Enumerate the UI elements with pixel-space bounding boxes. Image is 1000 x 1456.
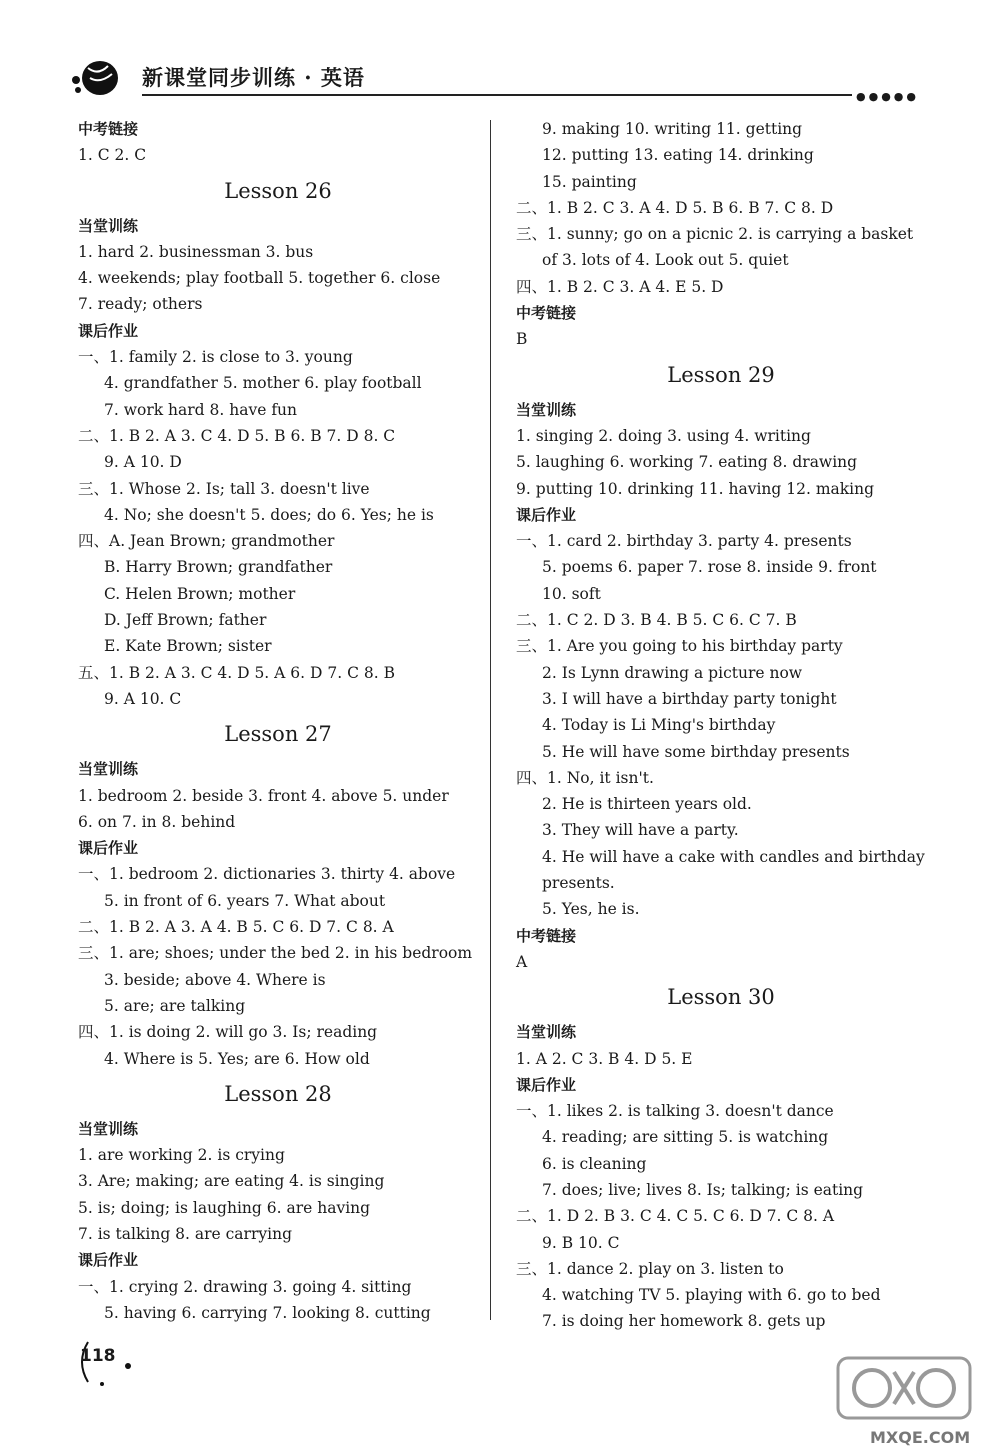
answer-line: 5. having 6. carrying 7. looking 8. cutting [104, 1303, 431, 1322]
answer-line: 4. grandfather 5. mother 6. play football [104, 374, 422, 393]
section-heading: 当堂训练 [516, 400, 577, 419]
lesson-title: Lesson 26 [224, 178, 332, 203]
answer-line: 7. does; live; lives 8. Is; talking; is eating [542, 1180, 864, 1199]
answer-line: 7. is talking 8. are carrying [78, 1224, 292, 1243]
answer-line: 四、A. Jean Brown; grandmother [78, 532, 335, 551]
section-heading: 中考链接 [516, 304, 577, 323]
answer-line: 9. putting 10. drinking 11. having 12. making [516, 479, 875, 498]
book-title: 新课堂同步训练 · 英语 [142, 65, 365, 90]
section-heading: 当堂训练 [78, 760, 139, 779]
answer-line: 1. bedroom 2. beside 3. front 4. above 5. under [78, 786, 449, 805]
answer-line: 4. watching TV 5. playing with 6. go to bed [542, 1286, 881, 1305]
answer-line: 三、1. Are you going to his birthday party [516, 637, 843, 656]
header-dots: ●●●●● [856, 90, 919, 103]
answer-line: 二、1. C 2. D 3. B 4. B 5. C 6. C 7. B [516, 611, 797, 630]
answer-line: 一、1. bedroom 2. dictionaries 3. thirty 4. above [78, 865, 456, 884]
answer-line: 2. Is Lynn drawing a picture now [542, 663, 803, 682]
answer-line: 一、1. family 2. is close to 3. young [78, 348, 353, 367]
answer-line: C. Helen Brown; mother [104, 584, 296, 603]
answer-line: 3. beside; above 4. Where is [104, 970, 326, 989]
column-divider [490, 120, 491, 1320]
answer-line: 5. He will have some birthday presents [542, 742, 850, 761]
answer-line: 10. soft [542, 584, 601, 603]
answer-line: D. Jeff Brown; father [104, 611, 267, 630]
answer-line: 7. work hard 8. have fun [104, 400, 298, 419]
section-heading: 课后作业 [78, 1251, 139, 1270]
answer-line: 7. is doing her homework 8. gets up [542, 1312, 826, 1331]
section-heading: 课后作业 [516, 1075, 577, 1094]
answer-line: 4. He will have a cake with candles and birthday [542, 847, 925, 866]
answer-line: 4. weekends; play football 5. together 6. close [78, 269, 441, 288]
answer-line: presents. [542, 874, 615, 893]
answer-line: 二、1. B 2. C 3. A 4. D 5. B 6. B 7. C 8. D [516, 198, 834, 217]
answer-line: 四、1. No, it isn't. [516, 768, 654, 787]
watermark-text: MXQE.COM [870, 1428, 971, 1447]
answer-line: 二、1. D 2. B 3. C 4. C 5. C 6. D 7. C 8. A [516, 1207, 835, 1226]
answer-line: 4. reading; are sitting 5. is watching [542, 1128, 829, 1147]
answer-column-right [516, 116, 926, 1335]
answer-line: 9. B 10. C [542, 1233, 620, 1252]
answer-line: 一、1. crying 2. drawing 3. going 4. sitting [78, 1277, 412, 1296]
answer-line: 5. Yes, he is. [542, 900, 640, 919]
answer-line: 二、1. B 2. A 3. C 4. D 5. B 6. B 7. D 8. C [78, 426, 396, 445]
answer-line: 9. A 10. C [104, 689, 182, 708]
answer-line: 3. I will have a birthday party tonight [542, 689, 837, 708]
answer-line: 三、1. dance 2. play on 3. listen to [516, 1259, 784, 1278]
answer-line: A [516, 952, 528, 971]
answer-line: 1. are working 2. is crying [78, 1146, 285, 1165]
answer-line: 三、1. sunny; go on a picnic 2. is carrying a basket [516, 225, 914, 244]
answer-line: 1. C 2. C [78, 146, 147, 165]
section-heading: 课后作业 [78, 321, 139, 340]
answer-line: 6. on 7. in 8. behind [78, 812, 236, 831]
book-logo-icon [68, 56, 124, 100]
section-heading: 课后作业 [78, 839, 139, 858]
answer-line: 9. A 10. D [104, 453, 182, 472]
lesson-title: Lesson 28 [224, 1081, 332, 1106]
section-heading: 当堂训练 [78, 216, 139, 235]
answer-line: 6. is cleaning [542, 1154, 647, 1173]
answer-line: 5. are; are talking [104, 996, 246, 1015]
answer-line: of 3. lots of 4. Look out 5. quiet [542, 251, 789, 270]
answer-line: B [516, 330, 528, 349]
answer-line: E. Kate Brown; sister [104, 637, 272, 656]
answer-line: 三、1. are; shoes; under the bed 2. in his bedroom [78, 944, 473, 963]
answer-line: 4. Where is 5. Yes; are 6. How old [104, 1049, 370, 1068]
page-number: 118 [80, 1346, 116, 1366]
answer-line: 4. No; she doesn't 5. does; do 6. Yes; he is [104, 505, 434, 524]
answer-line: 2. He is thirteen years old. [542, 795, 752, 814]
header-rule [142, 94, 852, 96]
answer-line: 5. in front of 6. years 7. What about [104, 891, 386, 910]
answer-line: B. Harry Brown; grandfather [104, 558, 333, 577]
answer-line: 五、1. B 2. A 3. C 4. D 5. A 6. D 7. C 8. B [78, 663, 395, 682]
page-header [0, 0, 1000, 110]
lesson-title: Lesson 29 [667, 362, 775, 387]
answer-line: 15. painting [542, 172, 637, 191]
answer-line: 5. is; doing; is laughing 6. are having [78, 1198, 371, 1217]
answer-line: 3. Are; making; are eating 4. is singing [78, 1172, 385, 1191]
lesson-title: Lesson 27 [224, 722, 332, 747]
lesson-title: Lesson 30 [667, 985, 775, 1010]
answer-line: 二、1. B 2. A 3. A 4. B 5. C 6. D 7. C 8. A [78, 918, 394, 937]
section-heading: 课后作业 [516, 505, 577, 524]
answer-line: 3. They will have a party. [542, 821, 739, 840]
answer-line: 1. singing 2. doing 3. using 4. writing [516, 426, 811, 445]
section-heading: 当堂训练 [78, 1119, 139, 1138]
section-heading: 中考链接 [78, 120, 139, 138]
answer-line: 1. hard 2. businessman 3. bus [78, 242, 314, 261]
answer-column-left [78, 116, 478, 1326]
answer-line: 9. making 10. writing 11. getting [542, 120, 803, 138]
answer-line: 三、1. Whose 2. Is; tall 3. doesn't live [78, 479, 370, 498]
section-heading: 中考链接 [516, 926, 577, 945]
answer-line: 5. laughing 6. working 7. eating 8. drawing [516, 453, 858, 472]
answer-line: 5. poems 6. paper 7. rose 8. inside 9. front [542, 558, 877, 577]
answer-line: 12. putting 13. eating 14. drinking [542, 146, 814, 165]
section-heading: 当堂训练 [516, 1023, 577, 1042]
answer-line: 1. A 2. C 3. B 4. D 5. E [516, 1049, 693, 1068]
answer-line: 一、1. card 2. birthday 3. party 4. presents [516, 532, 852, 551]
answer-line: 四、1. is doing 2. will go 3. Is; reading [78, 1023, 378, 1042]
answer-line: 四、1. B 2. C 3. A 4. E 5. D [516, 277, 724, 296]
answer-line: 7. ready; others [78, 295, 203, 314]
answer-line: 4. Today is Li Ming's birthday [542, 716, 776, 735]
answer-line: 一、1. likes 2. is talking 3. doesn't dance [516, 1102, 834, 1121]
